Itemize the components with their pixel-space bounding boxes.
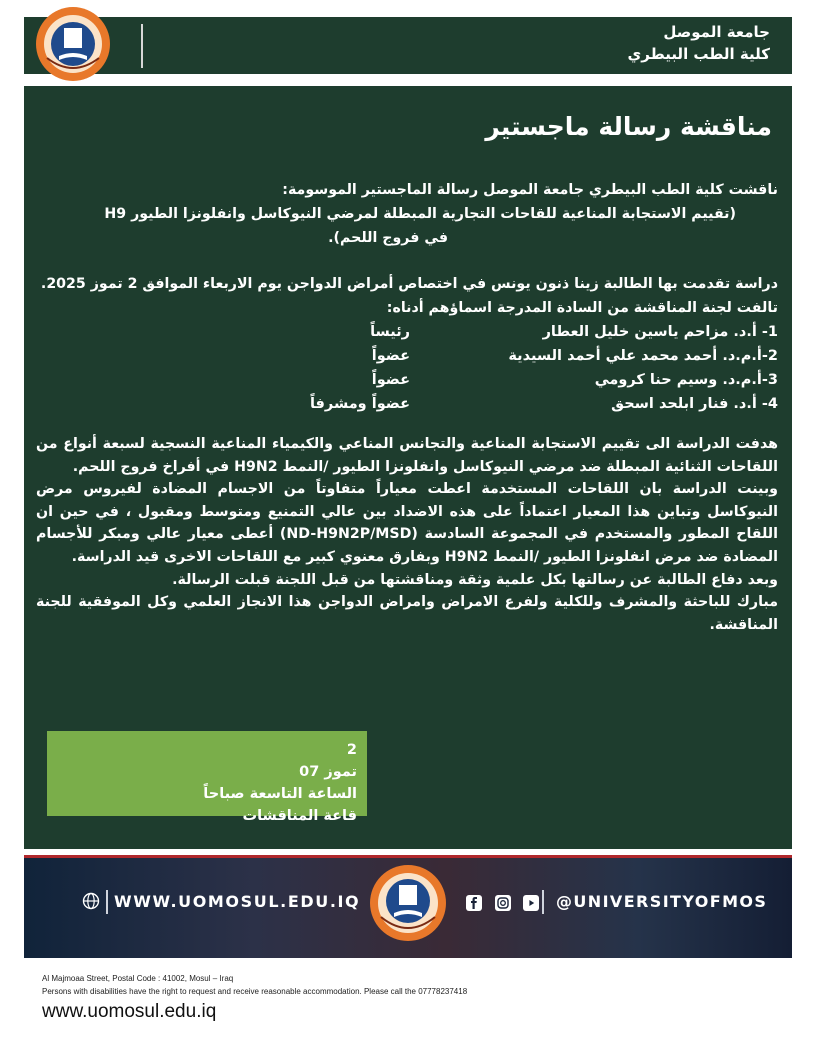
university-logo [368,861,448,945]
header-divider [141,24,143,68]
university-logo [35,6,111,82]
intro-text: ناقشت كلية الطب البيطري جامعة الموصل رسالة الماجستير الموسومة: [282,182,778,198]
committee-list [36,320,778,416]
member-name: 1- أ.د. مزاحم ياسين خليل العطار [542,324,778,340]
member-role: عضواً [371,348,410,364]
abstract-paragraph: هدفت الدراسة الى تقييم الاستجابة المناعية والتجانس المناعي والكيمياء المناعية النسجية لسبعة أنواع من اللقاحات الثنائية المبطلة ضد مرضي النيوكاسل وانفلونزا الطيور /النمط H9N2 في أفراخ فروج اللحم. [36,436,778,475]
committee-member [36,320,778,344]
announcement-body [36,178,778,636]
committee-member [36,344,778,368]
committee-member [36,368,778,392]
address-line: Al Majmoaa Street, Postal Code : 41002, Mosul – Iraq [42,974,234,983]
facebook-icon[interactable] [466,895,482,911]
announcement-panel [24,86,792,849]
member-name: 4- أ.د. فنار ابلحد اسحق [611,396,778,412]
member-role: رئيساً [370,324,410,340]
header-bar [24,17,792,74]
instagram-icon[interactable] [495,895,511,911]
footer-divider [106,890,108,914]
globe-icon [82,892,100,910]
youtube-icon[interactable] [523,895,539,911]
event-month: تموز 07 [299,764,357,780]
accessibility-note: Persons with disabilities have the right to request and receive reasonable accommodation. Please call the 07778237418 [42,987,468,996]
college-name: كلية الطب البيطري [627,45,770,63]
header-text [628,21,771,65]
abstract-paragraph: وبينت الدراسة بان اللقاحات المستخدمة اعطت معياراً متفاوتاً من الاجسام المضادة لفيروس مرض النيوكاسل وتباين هذا المعيار اعتماداً على هذه الاضداد بين عالي التمنيع ومتوسط ومقبول ، في حين ان اللقاح المطور والمستخدم في المجموعة السادسة (ND-H9N2P/MSD) أعطى معيار عالي ومبكر للأجسام المضادة ضد مرض انفلونزا الطيور /النمط H9N2 وبفارق معنوي كبير مع اللقاحات الاخرى قيد الدراسة. [36,481,778,565]
social-handle[interactable]: @UNIVERSITYOFMOS [556,892,768,911]
thesis-title-line1: (تقييم الاستجابة المناعية للقاحات التجارية المبطلة لمرضي النيوكاسل وانفلونزا الطيور H9 [104,206,736,222]
committee-member [36,392,778,416]
abstract [36,433,778,636]
member-role: عضواً ومشرفاً [309,396,410,412]
page-title: مناقشة رسالة ماجستير [485,112,772,141]
event-day: 2 [346,742,357,758]
member-name: 3-أ.م.د. وسيم حنا كرومي [594,372,778,388]
study-text: دراسة تقدمت بها الطالبة زينا ذنون يونس في اختصاص أمراض الدواجن يوم الاربعاء الموافق 2 تموز 2025. [40,276,778,292]
committee-intro: تالفت لجنة المناقشة من السادة المدرجة اسماؤهم أدناه: [386,300,778,316]
event-venue: قاعة المناقشات [242,808,357,824]
event-time: الساعة التاسعة صباحاً [203,786,357,802]
abstract-paragraph: مبارك للباحثة والمشرف وللكلية ولفرع الامراض وامراض الدواجن هذا الانجاز العلمي وكل الموفقية للجنة المناقشة. [36,594,778,633]
event-details-box [47,731,367,824]
member-name: 2-أ.م.د. أحمد محمد علي أحمد السيدية [508,348,778,364]
footer-website-link[interactable]: WWW.UOMOSUL.EDU.IQ [114,892,361,911]
footer-divider [542,890,544,914]
footer-banner [24,855,792,958]
footer-stripe [24,855,792,858]
abstract-paragraph: وبعد دفاع الطالبة عن رسالتها بكل علمية وثقة ومناقشتها من قبل اللجنة قبلت الرسالة. [172,571,778,588]
university-name: جامعة الموصل [663,23,770,41]
site-url[interactable]: www.uomosul.edu.iq [42,1001,217,1022]
address-block [42,972,467,998]
member-role: عضواً [371,372,410,388]
thesis-title-line2: في فروج اللحم). [328,230,448,246]
